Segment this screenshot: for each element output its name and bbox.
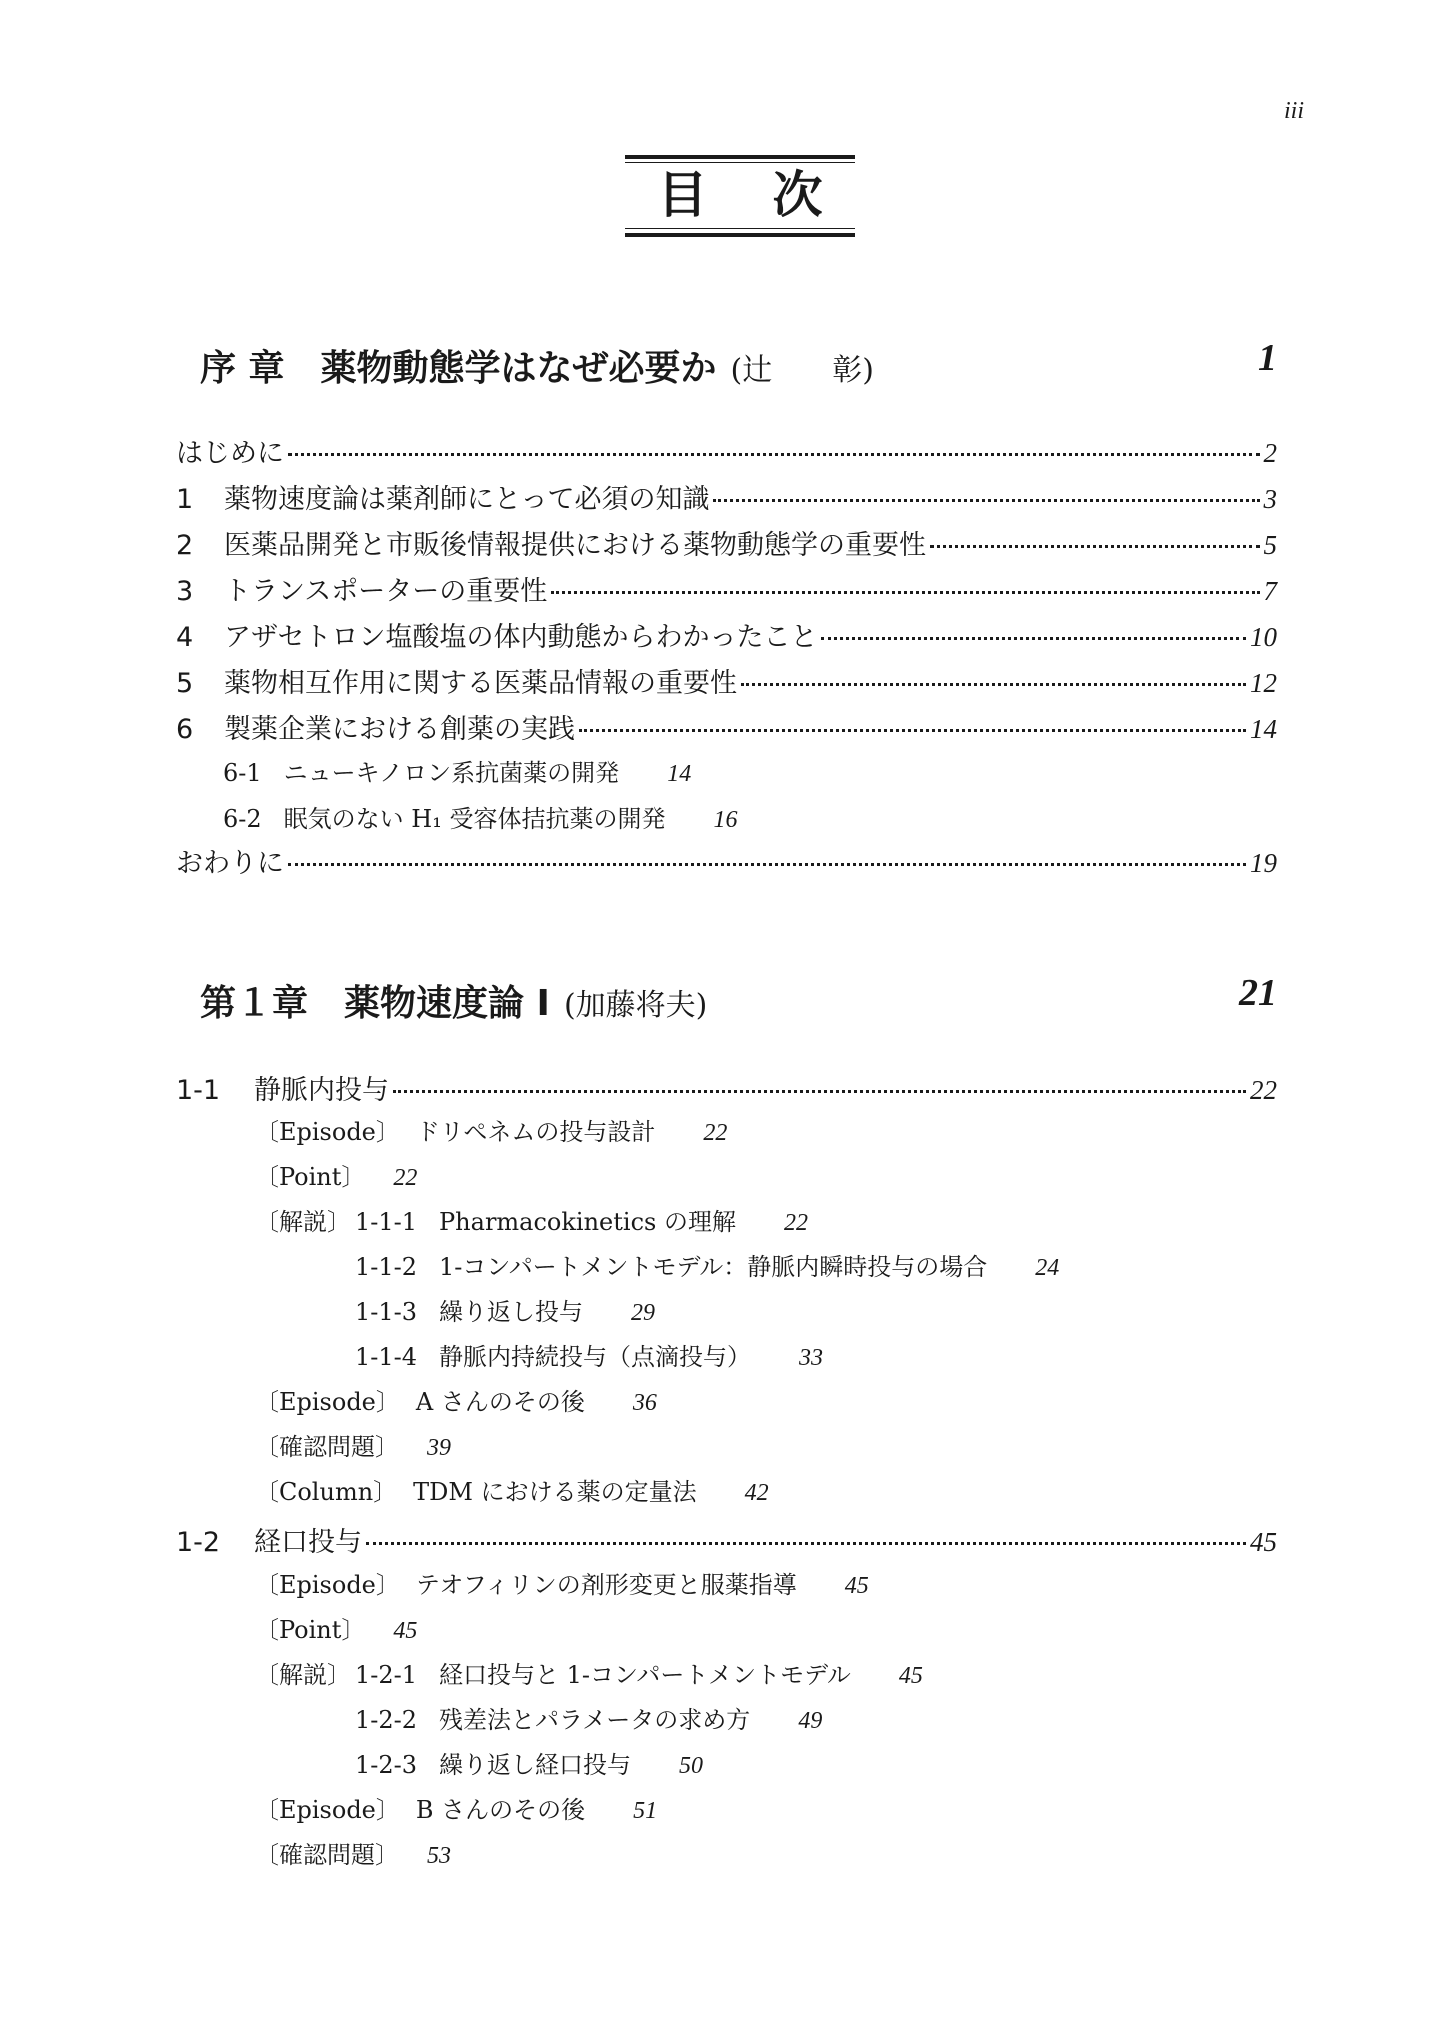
entry-page: 19: [1250, 848, 1277, 878]
subentry-label: 経口投与と 1-コンパートメントモデル: [439, 1661, 851, 1689]
dot-leader: [288, 453, 1260, 456]
title-rule-bottom-thin: [625, 228, 855, 229]
subentry-page: 36: [632, 1390, 657, 1416]
chapter1-heading: [200, 975, 707, 1026]
toc-subentry[interactable]: [255, 1430, 451, 1465]
entry-page: 7: [1263, 576, 1277, 606]
toc-subentry[interactable]: [255, 1205, 808, 1240]
title-char-2: 次: [772, 165, 823, 224]
entry-label: 製薬企業における創薬の実践: [224, 714, 575, 745]
subentry-label: A さんのその後: [415, 1388, 585, 1416]
subentry-page: 16: [713, 807, 738, 833]
toc-entry[interactable]: [176, 663, 1277, 703]
toc-entry[interactable]: [176, 525, 1277, 565]
toc-subentry[interactable]: [355, 1250, 1059, 1285]
toc-subentry[interactable]: [255, 1475, 769, 1510]
prologue-author: (辻 彰): [730, 353, 874, 388]
subentry-tag: 〔Point〕: [255, 1616, 366, 1644]
entry-label: アザセトロン塩酸塩の体内動態からわかったこと: [224, 622, 818, 653]
dot-leader: [288, 863, 1246, 866]
dot-leader: [821, 637, 1246, 640]
dot-leader: [741, 683, 1246, 686]
subentry-code: 1-1-4: [355, 1343, 418, 1371]
subentry-tag: 〔確認問題〕: [255, 1841, 399, 1869]
section-label: 静脈内投与: [254, 1075, 389, 1106]
title-char-1: 目: [657, 165, 708, 224]
toc-entry[interactable]: [176, 433, 1277, 473]
subentry-tag: 〔Column〕: [255, 1478, 398, 1506]
subentry-tag: 〔解説〕: [255, 1208, 351, 1236]
subentry-label: 静脈内持続投与（点滴投与）: [439, 1343, 752, 1371]
entry-number: 6: [176, 714, 194, 745]
subentry-page: 22: [393, 1165, 418, 1191]
toc-entry[interactable]: [176, 709, 1277, 749]
entry-number: 1: [176, 484, 194, 515]
title-rule-top-thick: [625, 155, 855, 159]
toc-subentry[interactable]: [255, 1385, 657, 1420]
subentry-code: 6-1: [223, 759, 262, 787]
toc-subentry[interactable]: [355, 1295, 655, 1330]
subentry-page: 45: [393, 1618, 418, 1644]
subentry-page: 50: [679, 1753, 704, 1779]
subentry-label: テオフィリンの剤形変更と服薬指導: [415, 1571, 797, 1599]
toc-subentry[interactable]: [255, 1568, 869, 1603]
subentry-code: 6-2: [223, 805, 262, 833]
title-rule-top-thin: [625, 162, 855, 163]
entry-number: 2: [176, 530, 194, 561]
page-number: iii: [1283, 98, 1304, 124]
subentry-page: 51: [633, 1798, 658, 1824]
subentry-page: 42: [744, 1480, 769, 1506]
subentry-page: 29: [631, 1300, 656, 1326]
subentry-tag: 〔確認問題〕: [255, 1433, 399, 1461]
entry-number: 4: [176, 622, 194, 653]
chapter1-title: 第１章 薬物速度論 I: [200, 983, 550, 1024]
subentry-code: 1-2-3: [355, 1751, 418, 1779]
toc-entry[interactable]: [176, 479, 1277, 519]
subentry-tag: 〔Episode〕: [255, 1388, 400, 1416]
toc-subentry[interactable]: [223, 756, 691, 791]
entry-label: 薬物相互作用に関する医薬品情報の重要性: [224, 668, 737, 699]
entry-page: 3: [1263, 484, 1277, 514]
subentry-tag: 〔Episode〕: [255, 1796, 400, 1824]
entry-page: 5: [1263, 530, 1277, 560]
toc-subentry[interactable]: [223, 802, 737, 837]
dot-leader: [393, 1090, 1246, 1093]
section-page: 22: [1250, 1075, 1277, 1105]
entry-label: トランスポーターの重要性: [224, 576, 548, 607]
chapter1-author: (加藤将夫): [563, 988, 708, 1023]
subentry-label: 残差法とパラメータの求め方: [439, 1706, 751, 1734]
subentry-label: 眠気のない H₁ 受容体拮抗薬の開発: [283, 805, 666, 833]
entry-page: 14: [1250, 714, 1277, 744]
toc-section[interactable]: [176, 1070, 1277, 1110]
entry-label: 薬物速度論は薬剤師にとって必須の知識: [224, 484, 710, 515]
title-rule-bottom-thick: [625, 233, 855, 237]
toc-entry[interactable]: [176, 617, 1277, 657]
toc-subentry[interactable]: [255, 1115, 727, 1150]
dot-leader: [551, 591, 1259, 594]
subentry-label: 1-コンパートメントモデル：静脈内瞬時投与の場合: [439, 1253, 988, 1281]
section-number: 1-2: [176, 1527, 221, 1558]
prologue-page: 1: [1258, 337, 1277, 379]
subentry-tag: 〔Point〕: [255, 1163, 366, 1191]
subentry-label: TDM における薬の定量法: [413, 1478, 697, 1506]
subentry-tag: 〔Episode〕: [255, 1118, 400, 1146]
toc-entry[interactable]: [176, 571, 1277, 611]
prologue-heading: [200, 340, 874, 391]
toc-subentry[interactable]: [355, 1748, 703, 1783]
entry-page: 12: [1250, 668, 1277, 698]
toc-section[interactable]: [176, 1522, 1277, 1562]
subentry-label: Pharmacokinetics の理解: [439, 1208, 736, 1236]
entry-label: おわりに: [176, 848, 284, 879]
entry-label: はじめに: [176, 438, 284, 469]
chapter1-page: 21: [1239, 972, 1277, 1014]
subentry-code: 1-1-1: [355, 1208, 418, 1236]
toc-subentry[interactable]: [355, 1703, 822, 1738]
dot-leader: [366, 1542, 1246, 1545]
subentry-code: 1-1-3: [355, 1298, 418, 1326]
toc-subentry[interactable]: [255, 1160, 417, 1195]
subentry-label: ニューキノロン系抗菌薬の開発: [283, 759, 620, 787]
toc-entry[interactable]: [176, 843, 1277, 883]
subentry-page: 45: [898, 1663, 923, 1689]
prologue-title: 序 章 薬物動態学はなぜ必要か: [200, 348, 717, 389]
entry-page: 10: [1250, 622, 1277, 652]
toc-subentry[interactable]: [255, 1793, 657, 1828]
section-number: 1-1: [176, 1075, 221, 1106]
subentry-code: 1-1-2: [355, 1253, 418, 1281]
dot-leader: [930, 545, 1260, 548]
entry-page: 2: [1263, 438, 1277, 468]
subentry-code: 1-2-1: [355, 1661, 418, 1689]
subentry-tag: 〔Episode〕: [255, 1571, 400, 1599]
dot-leader: [713, 499, 1259, 502]
toc-subentry[interactable]: [355, 1340, 823, 1375]
entry-number: 5: [176, 668, 194, 699]
subentry-page: 14: [667, 761, 692, 787]
section-label: 経口投与: [254, 1527, 362, 1558]
subentry-code: 1-2-2: [355, 1706, 418, 1734]
subentry-page: 53: [427, 1843, 451, 1869]
subentry-label: 繰り返し経口投与: [439, 1751, 632, 1779]
section-page: 45: [1250, 1527, 1277, 1557]
subentry-label: 繰り返し投与: [439, 1298, 584, 1326]
subentry-tag: 〔解説〕: [255, 1661, 351, 1689]
toc-subentry[interactable]: [255, 1838, 451, 1873]
subentry-page: 33: [799, 1345, 824, 1371]
subentry-page: 45: [844, 1573, 869, 1599]
entry-label: 医薬品開発と市販後情報提供における薬物動態学の重要性: [224, 530, 926, 561]
dot-leader: [579, 729, 1246, 732]
subentry-page: 24: [1035, 1255, 1060, 1281]
subentry-page: 39: [427, 1435, 451, 1461]
subentry-label: B さんのその後: [415, 1796, 586, 1824]
subentry-page: 22: [703, 1120, 728, 1146]
page-title: [625, 165, 855, 225]
subentry-label: ドリペネムの投与設計: [415, 1118, 656, 1146]
toc-subentry[interactable]: [255, 1613, 417, 1648]
subentry-page: 49: [798, 1708, 823, 1734]
subentry-page: 22: [783, 1210, 808, 1236]
entry-number: 3: [176, 576, 194, 607]
toc-subentry[interactable]: [255, 1658, 923, 1693]
